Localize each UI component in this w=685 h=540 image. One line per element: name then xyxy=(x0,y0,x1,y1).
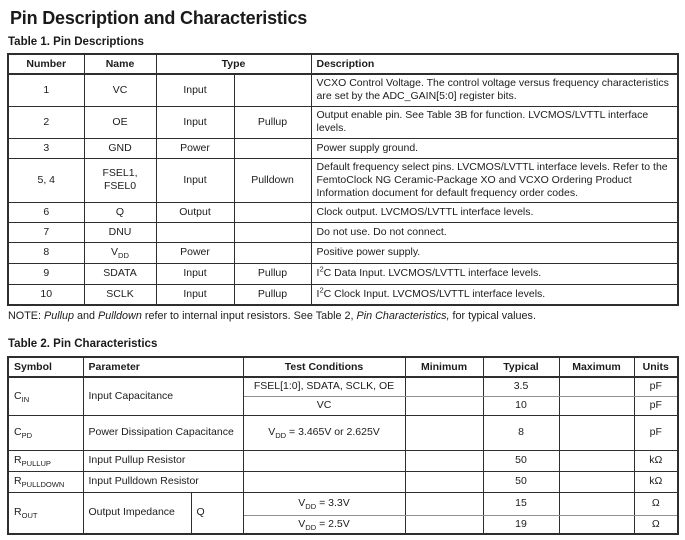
cell-type-resistor xyxy=(234,74,311,106)
cell-maximum-empty xyxy=(559,396,634,415)
cell-maximum-empty xyxy=(559,515,634,534)
cell-test-condition: $V_{DD} = 3.465V$ or 2.625V xyxy=(243,415,405,450)
cell-name: DNU xyxy=(84,222,156,242)
cell-type-direction: Input xyxy=(156,158,234,202)
cell-type-direction: Output xyxy=(156,202,234,222)
cell-test-condition: FSEL[1:0], SDATA, SCLK, OE xyxy=(243,377,405,396)
cell-type-direction: Input xyxy=(156,106,234,138)
cell-type-direction: Input xyxy=(156,263,234,284)
cell-number: 10 xyxy=(8,284,84,305)
t2-header-minimum: Minimum xyxy=(405,357,483,377)
cell-name: FSEL1, FSEL0 xyxy=(84,158,156,202)
cell-description: VCXO Control Voltage. The control voltage versus frequency characteristics are set by the ADC_GAIN[5:0] register bits. xyxy=(311,74,678,106)
cell-number: 2 xyxy=(8,106,84,138)
cell-units: pF xyxy=(634,415,678,450)
cell-name: SDATA xyxy=(84,263,156,284)
table1-header-row xyxy=(8,54,678,74)
table-row-pin-2 xyxy=(8,106,678,138)
table-row-pin-7 xyxy=(8,222,678,242)
cell-minimum-empty xyxy=(405,450,483,471)
cell-parameter: Input Pulldown Resistor xyxy=(83,471,243,492)
cell-type-direction: Input xyxy=(156,74,234,106)
cell-units: Ω xyxy=(634,492,678,515)
cell-number: 6 xyxy=(8,202,84,222)
cell-symbol: $C_{IN}$ xyxy=(8,377,83,415)
cell-type-resistor: Pullup xyxy=(234,284,311,305)
table-row-cpd xyxy=(8,415,678,450)
cell-number: 8 xyxy=(8,242,84,263)
table-row-pin-1 xyxy=(8,74,678,106)
cell-name: OE xyxy=(84,106,156,138)
table1-caption: Table 1. Pin Descriptions xyxy=(8,36,144,48)
cell-type-resistor xyxy=(234,202,311,222)
cell-test-condition: $V_{DD} = 2.5V$ xyxy=(243,515,405,534)
cell-maximum-empty xyxy=(559,471,634,492)
page-title: Pin Description and Characteristics xyxy=(10,8,308,28)
cell-test-condition-empty xyxy=(243,471,405,492)
cell-maximum-empty xyxy=(559,415,634,450)
cell-parameter: Input Pullup Resistor xyxy=(83,450,243,471)
t2-header-test-conditions: Test Conditions xyxy=(243,357,405,377)
cell-type-resistor xyxy=(234,242,311,263)
cell-typical: 8 xyxy=(483,415,559,450)
cell-type-resistor: Pullup xyxy=(234,106,311,138)
cell-parameter: Output Impedance xyxy=(83,492,191,534)
cell-type-direction: Power xyxy=(156,242,234,263)
table-row-rpullup xyxy=(8,450,678,471)
table2-caption: Table 2. Pin Characteristics xyxy=(8,338,158,350)
t1-header-description: Description xyxy=(311,54,678,74)
table-row-pin-10 xyxy=(8,284,678,305)
cell-typical: 50 xyxy=(483,471,559,492)
cell-units: pF xyxy=(634,396,678,415)
cell-number: 3 xyxy=(8,138,84,158)
table-row-pin-6 xyxy=(8,202,678,222)
table-row-pin-3 xyxy=(8,138,678,158)
cell-name: Q xyxy=(84,202,156,222)
table1-note: NOTE: Pullup and Pulldown refer to internal input resistors. See Table 2, Pin Characteristics, for typical values. xyxy=(8,310,536,322)
t2-header-typical: Typical xyxy=(483,357,559,377)
cell-maximum-empty xyxy=(559,377,634,396)
cell-description: $I^2C$ Clock Input. LVCMOS/LVTTL interface levels. xyxy=(311,284,678,305)
cell-minimum-empty xyxy=(405,415,483,450)
cell-parameter: Power Dissipation Capacitance xyxy=(83,415,243,450)
cell-description: Power supply ground. xyxy=(311,138,678,158)
cell-number: 5, 4 xyxy=(8,158,84,202)
cell-output-pin: Q xyxy=(191,492,243,534)
cell-number: 1 xyxy=(8,74,84,106)
cell-number: 9 xyxy=(8,263,84,284)
table2-header-row xyxy=(8,357,678,377)
cell-symbol: $R_{PULLDOWN}$ xyxy=(8,471,83,492)
cell-typical: 3.5 xyxy=(483,377,559,396)
cell-name: GND xyxy=(84,138,156,158)
cell-number: 7 xyxy=(8,222,84,242)
cell-description: Do not use. Do not connect. xyxy=(311,222,678,242)
cell-type-resistor: Pullup xyxy=(234,263,311,284)
cell-type-direction: Input xyxy=(156,284,234,305)
cell-units: kΩ xyxy=(634,471,678,492)
cell-symbol: $R_{OUT}$ xyxy=(8,492,83,534)
table-row-pin-9 xyxy=(8,263,678,284)
cell-symbol: $R_{PULLUP}$ xyxy=(8,450,83,471)
cell-minimum-empty xyxy=(405,515,483,534)
cell-type-resistor: Pulldown xyxy=(234,158,311,202)
cell-description: Clock output. LVCMOS/LVTTL interface levels. xyxy=(311,202,678,222)
t1-header-name: Name xyxy=(84,54,156,74)
pin-characteristics-table xyxy=(7,356,679,535)
cell-description: Positive power supply. xyxy=(311,242,678,263)
cell-symbol: $C_{PD}$ xyxy=(8,415,83,450)
t2-header-parameter: Parameter xyxy=(83,357,243,377)
t1-header-type: Type xyxy=(156,54,311,74)
t2-header-maximum: Maximum xyxy=(559,357,634,377)
table-row-rout-a xyxy=(8,492,678,515)
pin-descriptions-table xyxy=(7,53,679,306)
cell-name: VC xyxy=(84,74,156,106)
table-row-cin-a xyxy=(8,377,678,396)
cell-maximum-empty xyxy=(559,450,634,471)
cell-type-resistor xyxy=(234,222,311,242)
cell-name: SCLK xyxy=(84,284,156,305)
cell-description: $I^2C$ Data Input. LVCMOS/LVTTL interface levels. xyxy=(311,263,678,284)
cell-type-direction xyxy=(156,222,234,242)
cell-parameter: Input Capacitance xyxy=(83,377,243,415)
cell-description: Output enable pin. See Table 3B for function. LVCMOS/LVTTL interface levels. xyxy=(311,106,678,138)
cell-type-resistor xyxy=(234,138,311,158)
t2-header-symbol: Symbol xyxy=(8,357,83,377)
cell-test-condition: $V_{DD} = 3.3V$ xyxy=(243,492,405,515)
cell-units: kΩ xyxy=(634,450,678,471)
cell-typical: 15 xyxy=(483,492,559,515)
cell-minimum-empty xyxy=(405,377,483,396)
table-row-pin-8 xyxy=(8,242,678,263)
cell-description: Default frequency select pins. LVCMOS/LVTTL interface levels. Refer to the FemtoClock NG Ceramic-Package XO and VCXO Ordering Product Information document for default frequency order codes. xyxy=(311,158,678,202)
cell-minimum-empty xyxy=(405,492,483,515)
cell-typical: 19 xyxy=(483,515,559,534)
cell-test-condition: VC xyxy=(243,396,405,415)
cell-name: $V_{DD}$ xyxy=(84,242,156,263)
cell-typical: 10 xyxy=(483,396,559,415)
cell-minimum-empty xyxy=(405,396,483,415)
cell-units: Ω xyxy=(634,515,678,534)
cell-maximum-empty xyxy=(559,492,634,515)
cell-type-direction: Power xyxy=(156,138,234,158)
t2-header-units: Units xyxy=(634,357,678,377)
t1-header-number: Number xyxy=(8,54,84,74)
cell-minimum-empty xyxy=(405,471,483,492)
cell-units: pF xyxy=(634,377,678,396)
table-row-pin-5-4 xyxy=(8,158,678,202)
cell-test-condition-empty xyxy=(243,450,405,471)
table-row-rpulldown xyxy=(8,471,678,492)
cell-typical: 50 xyxy=(483,450,559,471)
